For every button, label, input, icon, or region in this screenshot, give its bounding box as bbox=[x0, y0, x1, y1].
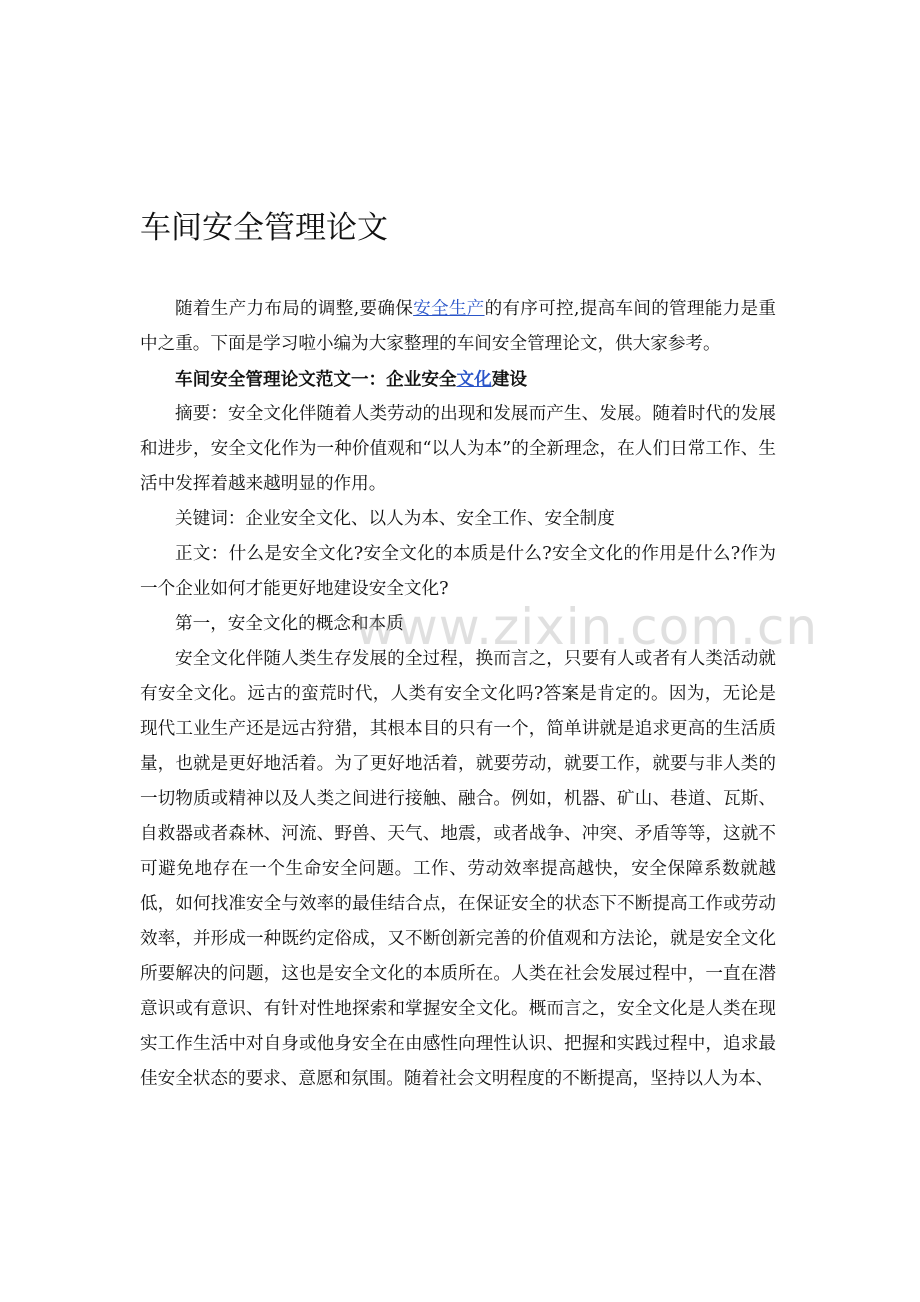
culture-link[interactable]: 文化 bbox=[456, 369, 492, 390]
document-page bbox=[140, 0, 776, 1302]
intro-text-start: 随着生产力布局的调整,要确保 bbox=[175, 299, 414, 319]
site-watermark: www.zixin.com.cn bbox=[355, 598, 819, 656]
intro-text-end: 的有序可控,提高车间的管理能力是重中之重。下面是学习啦小编为大家整理的车间安全管理论文，供大家参考。 bbox=[140, 299, 776, 354]
section-heading bbox=[140, 362, 776, 397]
document-title: 车间安全管理论文 bbox=[140, 210, 388, 246]
subheading-concept: 第一，安全文化的概念和本质 bbox=[175, 614, 404, 634]
section-heading-end: 建设 bbox=[491, 369, 527, 390]
abstract-paragraph: 摘要：安全文化伴随着人类劳动的出现和发展而产生、发展。随着时代的发展和进步，安全文化作为一种价值观和“以人为本”的全新理念，在人们日常工作、生活中发挥着越来越明显的作用。 bbox=[140, 404, 776, 494]
keywords-paragraph: 关键词：企业安全文化、以人为本、安全工作、安全制度 bbox=[175, 509, 615, 529]
safe-production-link[interactable]: 安全生产 bbox=[413, 299, 485, 319]
body-paragraph-1: 安全文化伴随人类生存发展的全过程，换而言之，只要有人或者有人类活动就有安全文化。远古的蛮荒时代，人类有安全文化吗?答案是肯定的。因为，无论是现代工业生产还是远古狩猎，其根本目的只有一个，简单讲就是追求更高的生活质量，也就是更好地活着。为了更好地活着，就要劳动，就要工作，就要与非人类的一切物质或精神以及人类之间进行接触、融合。例如，机器、矿山、巷道、瓦斯、自救器或者森林、河流、野兽、天气、地震，或者战争、冲突、矛盾等等，这就不可避免地存在一个生命安全问题。工作、劳动效率提高越快，安全保障系数就越低，如何找准安全与效率的最佳结合点，在保证安全的状态下不断提高工作或劳动效率，并形成一种既约定俗成，又不断创新完善的价值观和方法论，就是安全文化所要解决的问题，这也是安全文化的本质所在。人类在社会发展过程中，一直在潜意识或有意识、有针对性地探索和掌握安全文化。概而言之，安全文化是人类在现实工作生活中对自身或他身安全在由感性向理性认识、把握和实践过程中，追求最佳安全状态的要求、意愿和氛围。随着社会文明程度的不断提高，坚持以人为本、 bbox=[140, 649, 776, 1089]
intro-paragraph bbox=[140, 292, 776, 362]
main-text-paragraph: 正文：什么是安全文化?安全文化的本质是什么?安全文化的作用是什么?作为一个企业如何才能更好地建设安全文化? bbox=[140, 544, 776, 599]
section-heading-start: 车间安全管理论文范文一：企业安全 bbox=[175, 369, 457, 390]
document-body bbox=[140, 292, 776, 1097]
